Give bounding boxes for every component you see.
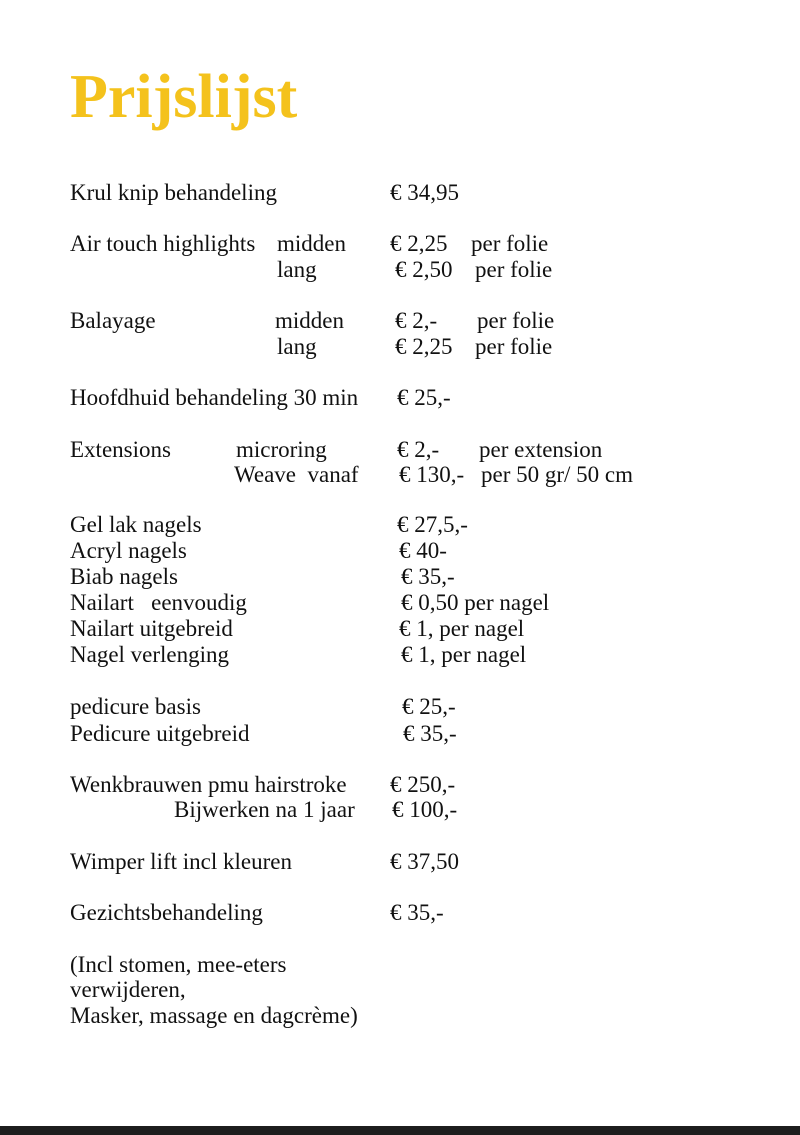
service-name: Nailart uitgebreid	[70, 616, 233, 641]
service-name: Air touch highlights	[70, 231, 256, 256]
service-name: Acryl nagels	[70, 538, 187, 563]
service-name: Biab nagels	[70, 564, 178, 589]
service-name: Gezichtsbehandeling	[70, 900, 263, 925]
price-unit: per extension	[479, 437, 603, 462]
service-price: € 250,-	[390, 772, 456, 797]
service-price: € 37,50	[390, 849, 459, 874]
service-price: € 2,25	[390, 231, 448, 256]
service-name: pedicure basis	[70, 694, 201, 719]
service-price: € 35,-	[403, 721, 457, 746]
service-price: € 2,25	[395, 334, 453, 359]
service-price: € 130,-	[399, 462, 465, 487]
service-price: € 34,95	[390, 180, 459, 205]
note-line: (Incl stomen, mee-eters	[70, 952, 287, 977]
service-price: € 1, per nagel	[399, 616, 525, 641]
service-variant: Weave vanaf	[234, 462, 359, 487]
price-unit: per folie	[475, 334, 553, 359]
service-variant: lang	[277, 257, 317, 282]
service-price: € 40-	[399, 538, 447, 563]
service-price: € 100,-	[392, 797, 458, 822]
service-variant: midden	[277, 231, 346, 256]
service-name: Krul knip behandeling	[70, 180, 277, 205]
page-title: Prijslijst	[70, 63, 298, 131]
bottom-bar	[0, 1126, 800, 1135]
service-price: € 0,50 per nagel	[401, 590, 550, 615]
service-name: Nailart eenvoudig	[70, 590, 247, 615]
service-price: € 25,-	[402, 694, 456, 719]
note-line: verwijderen,	[70, 977, 186, 1002]
service-variant: midden	[275, 308, 344, 333]
service-price: € 35,-	[401, 564, 455, 589]
service-price: € 25,-	[397, 385, 451, 410]
service-price: € 2,-	[397, 437, 440, 462]
service-price: € 2,-	[395, 308, 438, 333]
note-line: Masker, massage en dagcrème)	[70, 1003, 358, 1028]
service-name: Extensions	[70, 437, 171, 462]
price-unit: per folie	[477, 308, 555, 333]
service-variant: lang	[277, 334, 317, 359]
service-name: Pedicure uitgebreid	[70, 721, 250, 746]
price-unit: per folie	[475, 257, 553, 282]
service-name: Nagel verlenging	[70, 642, 230, 667]
service-name: Gel lak nagels	[70, 512, 202, 537]
service-price: € 1, per nagel	[401, 642, 527, 667]
price-unit: per 50 gr/ 50 cm	[481, 462, 634, 487]
service-price: € 27,5,-	[397, 512, 468, 537]
service-price: € 2,50	[395, 257, 453, 282]
service-name: Balayage	[70, 308, 156, 333]
service-name: Wimper lift incl kleuren	[70, 849, 292, 874]
service-variant: microring	[236, 437, 327, 462]
service-price: € 35,-	[390, 900, 444, 925]
service-name: Wenkbrauwen pmu hairstroke	[70, 772, 347, 797]
service-name: Hoofdhuid behandeling 30 min	[70, 385, 359, 410]
service-variant: Bijwerken na 1 jaar	[174, 797, 355, 822]
price-unit: per folie	[471, 231, 549, 256]
